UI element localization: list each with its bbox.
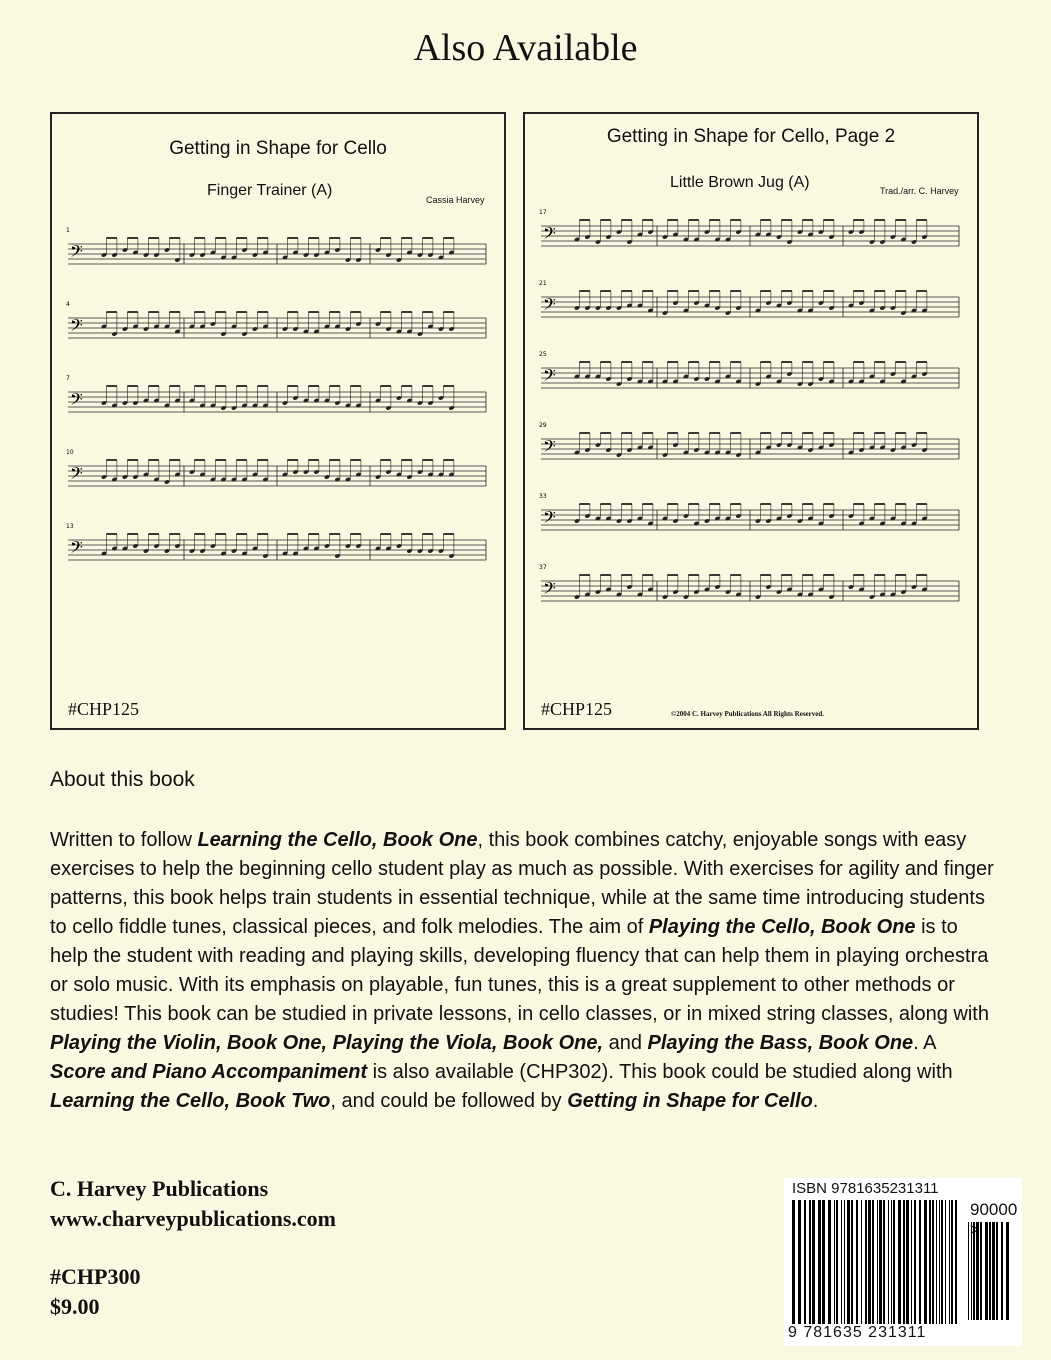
measure-number: 7 [66,375,70,382]
sample-composer: Cassia Harvey [426,195,485,205]
measure-number: 29 [539,422,547,429]
measure-number: 13 [66,523,74,530]
barcode-bar [879,1200,882,1324]
music-staves-left [52,114,504,728]
barcode-bar [919,1200,921,1324]
staff-system [539,422,959,460]
barcode-bar [804,1200,806,1324]
bass-clef-icon: 𝄢 [543,223,556,247]
barcode-bar [891,1200,892,1324]
barcode-bar [989,1222,991,1320]
sample-page-right [523,112,979,730]
staff-system [66,301,486,339]
isbn-barcode [784,1178,1022,1346]
book-code: #CHP300 [50,1264,141,1289]
barcode-bar [847,1200,850,1324]
barcode-bar [968,1222,969,1320]
barcode-bar [941,1200,943,1324]
barcode-bar [851,1200,853,1324]
barcode-bars [790,1200,960,1328]
measure-number: 33 [539,493,547,500]
barcode-bar [936,1200,937,1324]
barcode-bar [911,1200,912,1324]
barcode-bar [868,1200,871,1324]
product-code: #CHP125 [68,699,140,719]
barcode-bar [877,1200,878,1324]
staff-system [66,449,486,487]
about-description: Written to follow Learning the Cello, Book One, this book combines catchy, enjoyable songs with easy exercises to help the beginning cello student play as much as possible. With exercises for agility and finger patterns, this book helps train students in essential technique, while at the same time introducing students to cello fiddle tunes, classical pieces, and folk melodies. The aim of Playing the Cello, Book One is to help the student with reading and playing skills, developing fluency that can help them in playing orchestra or solo music. With its emphasis on playable, fun tunes, this is a great supplement to other methods or studies! This book can be studied in private lessons, in cello classes, or in mixed string classes, along with Playing the Violin, Book One, Playing the Viola, Book One, and Playing the Bass, Book One. A Score and Piano Accompaniment is also available (CHP302). This book could be studied along with Learning the Cello, Book Two, and could be followed by Getting in Shape for Cello. [50,829,994,1112]
measure-number: 25 [539,351,547,358]
barcode-bar [834,1200,835,1324]
barcode-bar [914,1200,916,1324]
barcode-bar [949,1200,950,1324]
barcode-bar [861,1200,862,1324]
publisher-name: C. Harvey Publications [50,1176,269,1201]
staff-system [539,351,959,389]
barcode-bar [883,1200,885,1324]
barcode-bar [976,1222,979,1320]
barcode-bar [893,1200,895,1324]
barcode-bar [973,1222,975,1320]
barcode-bar [865,1200,867,1324]
bass-clef-icon: 𝄢 [70,389,83,413]
price-code: 90000 [970,1200,1018,1219]
barcode-bar [1006,1222,1009,1320]
barcode-bar [898,1200,901,1324]
barcode-bar [828,1200,831,1324]
barcode-bar [945,1200,946,1324]
barcode-bar [971,1222,972,1320]
bass-clef-icon: 𝄢 [543,578,556,602]
barcode-bar [924,1200,927,1324]
sample-subtitle: Finger Trainer (A) [207,182,333,199]
barcode-bar [932,1200,934,1324]
staff-system [66,375,486,413]
barcode-bar [906,1200,909,1324]
sample-composer: Trad./arr. C. Harvey [880,186,959,196]
isbn-digits: 9 781635 231311 [788,1324,927,1341]
barcode-bar [792,1200,795,1324]
staff-system [539,280,959,318]
staff-system [66,227,486,265]
barcode-bar [939,1200,940,1324]
isbn-label: ISBN 9781635231311 [792,1180,939,1197]
barcode-bar [955,1200,957,1324]
barcode-bar [951,1200,953,1324]
barcode-bar [980,1222,982,1320]
barcode-bar [812,1200,815,1324]
bass-clef-icon: 𝄢 [70,537,83,561]
measure-number: 10 [66,449,74,456]
sample-subtitle: Little Brown Jug (A) [670,174,810,191]
barcode-bar [929,1200,931,1324]
sample-page-left [50,112,506,730]
addon-barcode-bars [966,1222,1016,1322]
copyright-notice: ©2004 C. Harvey Publications All Rights Reserved. [671,710,825,718]
bass-clef-icon: 𝄢 [543,365,556,389]
barcode-bar [856,1200,858,1324]
measure-number: 37 [539,564,547,571]
bass-clef-icon: 𝄢 [543,436,556,460]
page-title: Also Available [413,27,638,69]
barcode-bar [1001,1222,1003,1320]
barcode-bar [844,1200,845,1324]
product-code: #CHP125 [541,699,613,719]
barcode-bar [798,1200,801,1324]
barcode-bar [903,1200,905,1324]
barcode-bar [996,1222,998,1320]
sample-title: Getting in Shape for Cello, Page 2 [606,126,896,147]
about-heading: About this book [50,768,195,791]
measure-number: 4 [66,301,70,308]
barcode-bar [836,1200,838,1324]
barcode-bar [818,1200,821,1324]
barcode-bar [841,1200,842,1324]
staff-system [539,209,959,247]
barcode-bar [992,1222,995,1320]
staff-system [539,564,959,602]
publisher-website: www.charveypublications.com [50,1206,336,1231]
staff-system [539,493,959,531]
barcode-bar [809,1200,811,1324]
music-staves-right [525,114,977,728]
barcode-bar [822,1200,825,1324]
bass-clef-icon: 𝄢 [543,294,556,318]
measure-number: 1 [66,227,70,234]
bass-clef-icon: 𝄢 [70,241,83,265]
sample-title: Getting in Shape for Cello [169,138,387,159]
bass-clef-icon: 𝄢 [543,507,556,531]
measure-number: 17 [539,209,547,216]
measure-number: 21 [539,280,547,287]
book-price: $9.00 [50,1294,100,1319]
barcode-bar [872,1200,874,1324]
barcode-bar [985,1222,988,1320]
barcode-bar [888,1200,889,1324]
bass-clef-icon: 𝄢 [70,315,83,339]
bass-clef-icon: 𝄢 [70,463,83,487]
staff-system [66,523,486,561]
